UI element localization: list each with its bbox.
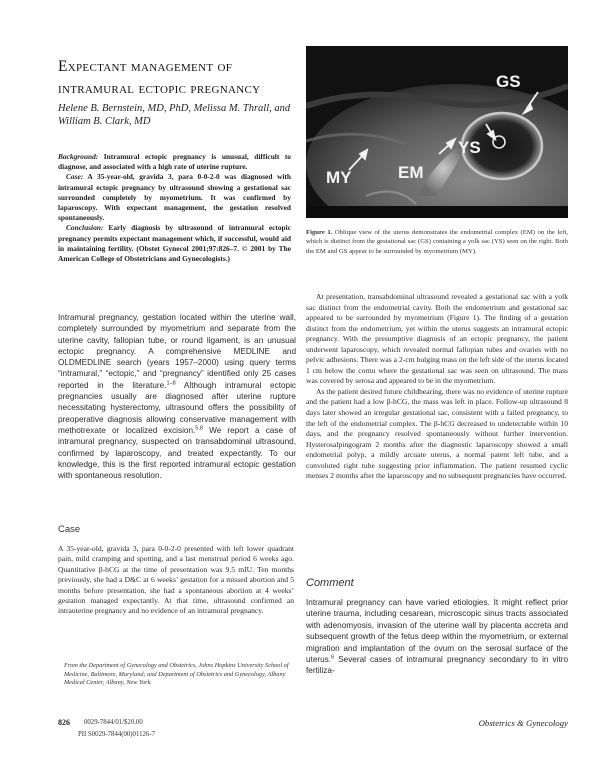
abstract-case-text: A 35-year-old, gravida 3, para 0-0-2-0 was diagnosed with intramural ectopic pregnancy by ultrasound showing a gestational sac surrounded completely by myometrium. It was confirmed by laparoscopy. With expectant management, the gestation resolved spontaneously. [58,172,291,223]
case-paragraph: A 35-year-old, gravida 3, para 0-0-2-0 presented with left lower quadrant pain, mild cramping and spotting, and a last menstrual period 6 weeks ago. Quantitative β-hCG at the time of presentation was 9.5 mIU. Ten months previously, she had a D&C at 6 weeks’ gestation for a missed abortion and 5 months before presentation, she had a spontaneous abortion at 4 weeks’ gestation managed expectantly. At that time, ultrasound confirmed an intrauterine pregnancy and no evidence of an intramural pregnancy. [58,544,294,616]
journal-name: Obstetrics & Gynecology [478,718,568,728]
intro-paragraph [58,312,296,481]
comment-heading: Comment [306,577,354,589]
affiliation-text: From the Department of Gynecology and Obstetrics, Johns Hopkins University School of Medicine, Baltimore, Maryland; and Department of Obstetrics and Gynecology, Albany Medical Center, Albany, New York. [64,662,289,687]
right-column [306,292,568,482]
figure-caption [306,228,568,256]
label-myometrium: MY [326,168,352,187]
abstract-conclusion-text: Early diagnosis by ultrasound of intramural ectopic pregnancy permits expectant management which, if successful, would aid in maintaining fertility. (Obstet Gynecol 2001;97:826–7. © 2001 by The American College of Obstetricians and Gynecologists.) [58,223,291,264]
ultrasound-figure [306,46,568,218]
affiliation-footnote [64,662,294,688]
pii: PII S0029-7844(00)01126-7 [78,731,155,738]
abstract-case [58,172,291,223]
figure-caption-text: Oblique view of the uterus demonstrates the endometrial complex (EM) on the left, which is distinct from the gestational sac (GS) containing a yolk sac (YS) seen on the right. Both the EM and GS appear to be surrounded by myometrium (MY). [306,229,568,255]
comment-body [306,597,568,677]
intro-ref-1: 1–8 [166,380,176,387]
abstract-case-label: Case: [66,172,84,182]
abstract [58,152,291,264]
abstract-background [58,152,291,172]
abstract-background-label: Background: [58,152,99,161]
label-gestational-sac: GS [496,72,521,91]
comment-text: Intramural pregnancy can have varied etiologies. It might reflect prior uterine trauma, including cesarean, microscopic sinus tracts associated with adenomyosis, invasion of the uterine wall by placenta accreta and subsequent growth of the fetus deep within the myometrium, or external migration and implantation of the ovum on the serosal surface of the uterus. [306,598,568,665]
comment-text-2: Several cases of intramural pregnancy secondary to in vitro fertiliza- [306,655,568,676]
intro-text-1: Intramural pregnancy, gestation located within the uterine wall, completely surrounded by myometrium and separate from the uterine cavity, fallopian tube, or round ligament, is an unusual ectopic pregnancy. A comprehensive MEDLINE and OLDMEDLINE search (years 1957–2000) using query terms “intramural,” “ectopic,” and “pregnancy” identified only 25 cases reported in the literature. [58,313,296,390]
comment-paragraph [306,597,568,677]
case-body [58,544,294,617]
intro-text-2: Although intramural ectopic pregnancies usually are diagnosed after uterine rupture necessitating hysterectomy, ultrasound offers the possibility of preoperative diagnosis allowing conservative management with methotrexate or localized excision. [58,380,296,435]
figure-caption-label: Figure 1. [306,229,333,236]
introduction [58,312,296,481]
right-paragraph-1: At presentation, transabdominal ultrasound revealed a gestational sac with a yolk sac distinct from the endometrial cavity. Both the endometrium and gestational sac appeared to be surrounded by myometrium (Figure 1). The finding of a gestation distinct from the endometrium, yet within the uterus suggests an intramural ectopic pregnancy. With the presumptive diagnosis of an ectopic pregnancy, the patient underwent laparoscopy, which revealed normal fallopian tubes and ovaries with no pelvic adhesions. There was a 2-cm bulging mass on the left side of the uterus located 1 cm below the cornu where the gestational sac was seen on ultrasound. The mass was covered by serosa and appeared to be in the myometrium. [306,292,568,386]
case-heading: Case [58,524,81,535]
intro-ref-2: 5,8 [195,425,203,432]
page-number: 826 [58,718,70,727]
ultrasound-image [306,46,568,218]
intro-text-3: We report a case of intramural pregnancy, suspected on transabdominal ultrasound, confirmed by laparoscopy, and treated expectantly. To our knowledge, this is the first reported intramural ectopic gestation with spontaneous resolution. [58,425,296,481]
right-paragraph-2: As the patient desired future childbearing, there was no evidence of uterine rupture and the patient had a low β-hCG, the mass was left in place. Follow-up ultrasound 8 days later showed an irregular gestational sac, consistent with a failed pregnancy, to the left of the endometrial complex. The β-hCG decreased to undetectable within 10 days, and the pregnancy resolved spontaneously without further intervention. Hysterosalpingogram 2 months after the diagnostic laparoscopy showed a small endometrial polyp, a mildly arcuate uterus, a normal patent left tube, and a convoluted right tube suggesting prior inflammation. The patient resumed cyclic menses 2 months after the laparoscopy and no subsequent pregnancies have occurred. [306,386,568,481]
article-authors: Helene B. Bernstein, MD, PhD, Melissa M. Thrall, and William B. Clark, MD [58,103,291,127]
abstract-conclusion [58,223,291,264]
abstract-background-text: Intramural ectopic pregnancy is unusual, difficult to diagnose, and associated with a high rate of uterine rupture. [58,152,291,172]
issn: 0029-7844/01/$20.00 [84,719,143,726]
abstract-conclusion-label: Conclusion: [66,223,104,233]
label-yolk-sac: YS [458,138,481,157]
article-title: Expectant management of intramural ectopic pregnancy [58,58,261,97]
comment-ref: 6 [331,654,335,661]
label-endometrium: EM [398,163,424,182]
figure-caption-paragraph [306,228,568,256]
